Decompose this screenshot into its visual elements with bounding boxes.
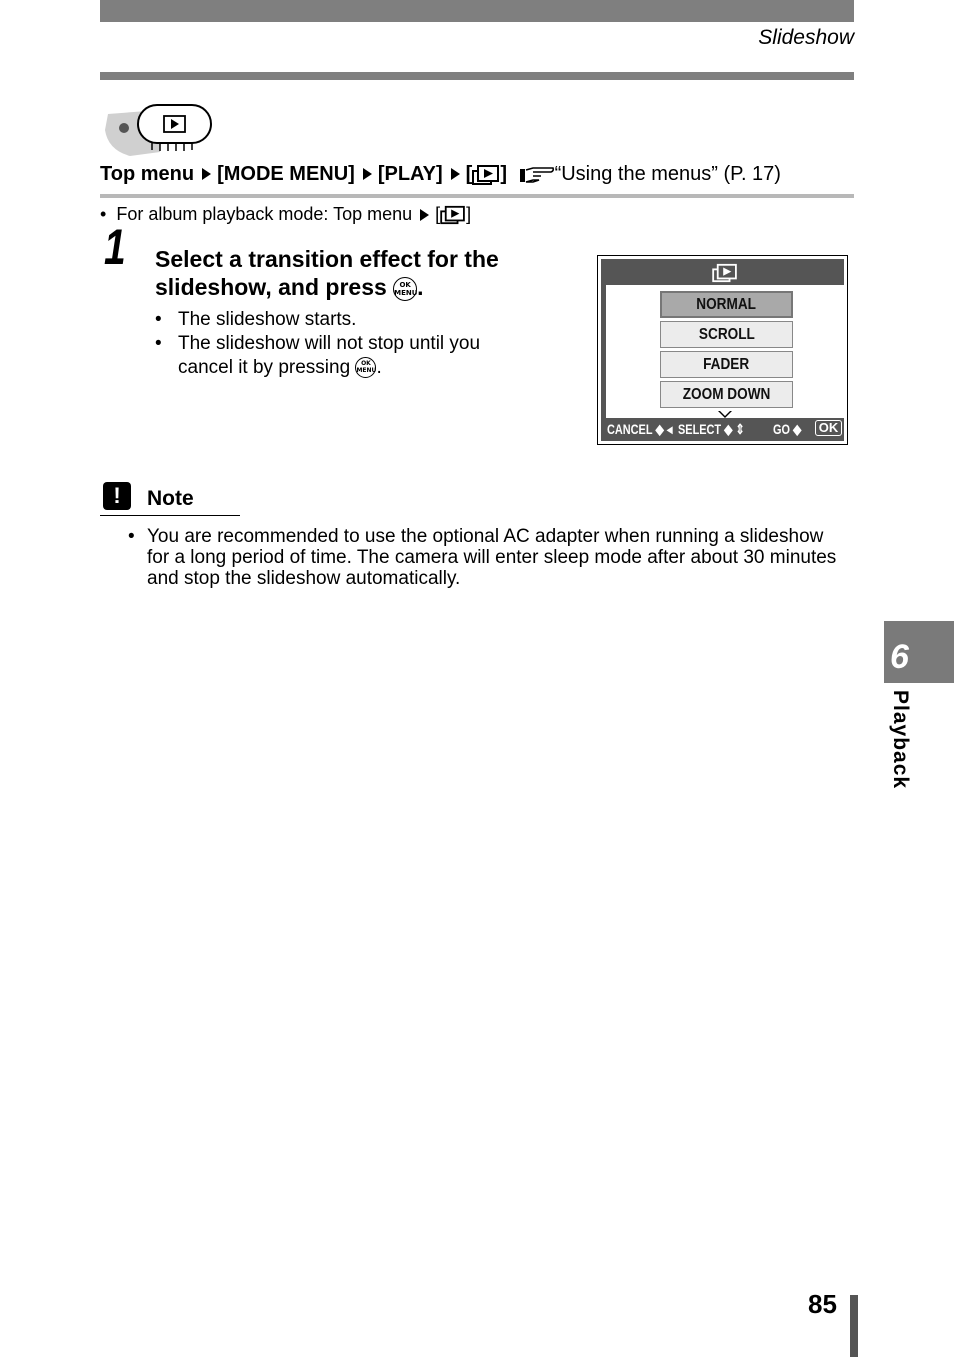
step-number: 1	[104, 219, 126, 275]
album-bracket-open: [	[435, 204, 441, 224]
arrow-right-icon	[420, 209, 429, 221]
page-number-bar	[850, 1295, 858, 1357]
page-number: 85	[808, 1289, 837, 1319]
menu-path	[100, 163, 854, 186]
ok-button-icon: OK	[815, 420, 842, 436]
camera-screen-frame	[601, 259, 844, 441]
album-bracket-close: ]	[466, 204, 472, 224]
slideshow-icon	[440, 205, 466, 225]
exclamation-icon: !	[103, 482, 131, 510]
camera-screen	[597, 255, 848, 445]
menu-path-reference: “Using the menus” (P. 17)	[554, 163, 781, 185]
step-title: Select a transition effect for the slideshow, and press OK MENU.	[155, 246, 499, 300]
header-bar	[100, 0, 854, 22]
album-playback-note	[100, 204, 471, 225]
list-item: • The slideshow will not stop until you cancel it by pressing OK MENU.	[155, 332, 535, 380]
slideshow-icon	[472, 164, 500, 186]
step-bullets	[155, 308, 535, 380]
footer-go: GO ◆	[773, 421, 802, 437]
note-rule	[100, 515, 240, 516]
note-text: • You are recommended to use the optional AC adapter when running a slideshow for a long period of time. The camera will enter sleep mode after about 30 minutes and stop the slideshow automatically.	[125, 526, 845, 589]
section-title: Slideshow	[758, 26, 854, 49]
menu-option-zoom-down[interactable]: ZOOM DOWN	[660, 381, 793, 408]
chapter-label: Playback	[889, 690, 912, 790]
arrow-right-icon	[451, 168, 460, 180]
arrow-right-icon	[363, 168, 372, 180]
menu-option-normal[interactable]: NORMAL	[660, 291, 793, 318]
menu-path-top-menu: Top menu	[100, 163, 195, 185]
arrow-right-icon	[202, 168, 211, 180]
menu-path-mode-menu: [MODE MENU]	[217, 163, 355, 185]
menu-option-fader[interactable]: FADER	[660, 351, 793, 378]
footer-cancel: CANCEL ◆ ◂	[607, 421, 673, 437]
note-title: Note	[147, 487, 194, 510]
footer-select: SELECT ◆ ⇕	[678, 421, 745, 437]
header-rule	[100, 72, 854, 80]
step-title-line2: slideshow, and press	[155, 274, 387, 300]
path-rule	[100, 194, 854, 198]
camera-menu-area	[606, 285, 844, 418]
chapter-number: 6	[890, 638, 909, 676]
menu-path-bracket-close: ]	[500, 163, 507, 185]
menu-path-bracket-open: [	[465, 163, 473, 185]
ok-menu-button-icon: OK MENU	[355, 357, 376, 378]
step-title-line1: Select a transition effect for the	[155, 246, 499, 272]
bullet: •	[100, 204, 107, 224]
playback-mode-dial-icon	[100, 100, 215, 158]
menu-path-play: [PLAY]	[377, 163, 443, 185]
ok-menu-button-icon: OK MENU	[393, 277, 417, 301]
camera-screen-footer	[606, 419, 844, 439]
pointing-hand-icon	[519, 165, 555, 185]
list-item: • The slideshow starts.	[155, 308, 535, 332]
menu-option-scroll[interactable]: SCROLL	[660, 321, 793, 348]
album-note-text: For album playback mode: Top menu	[116, 204, 413, 224]
slideshow-icon	[712, 263, 738, 283]
